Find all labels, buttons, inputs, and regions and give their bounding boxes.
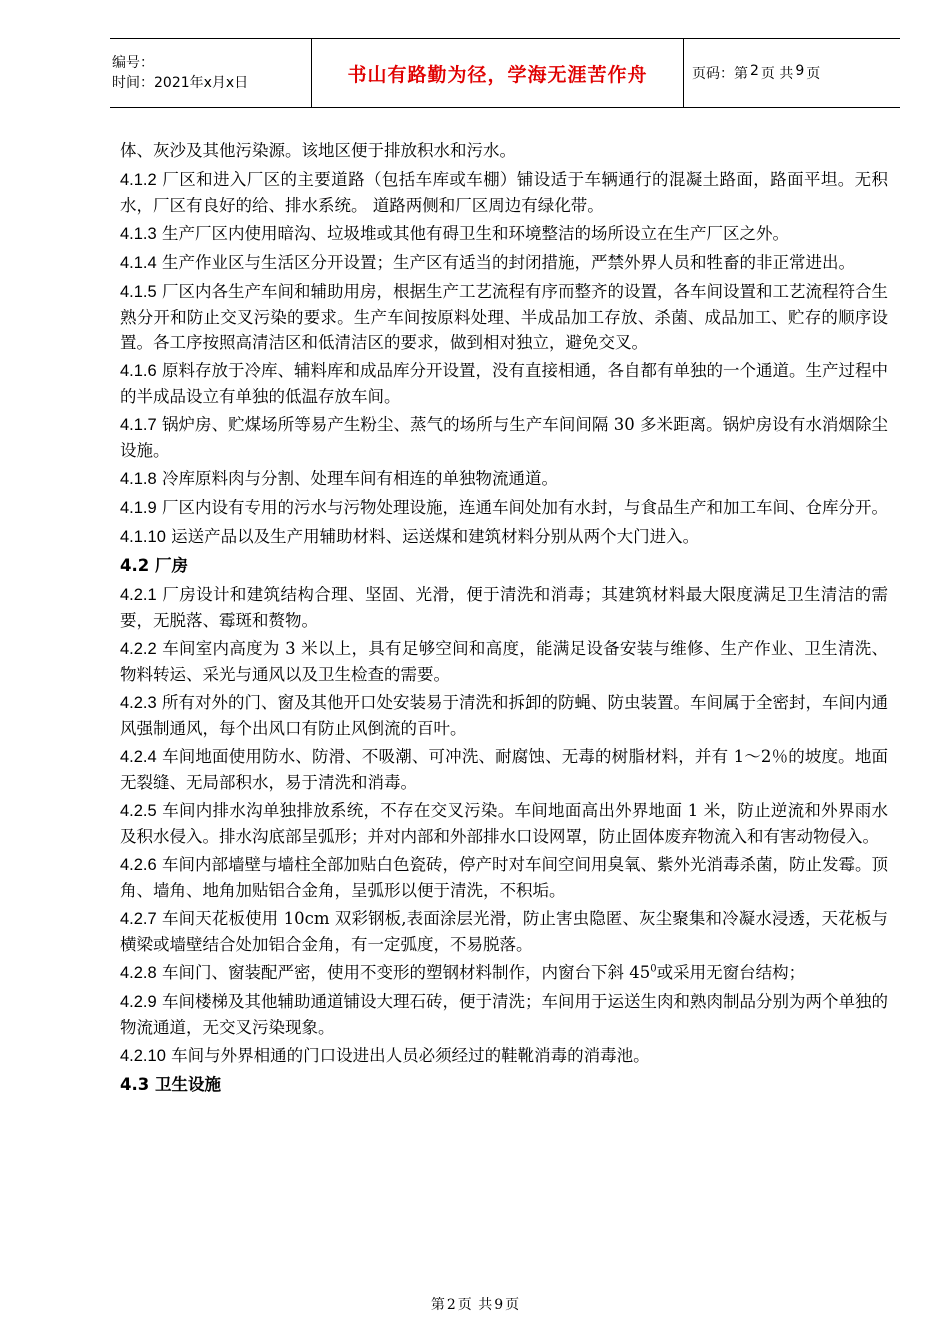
code-label: 编号： <box>112 55 154 71</box>
header-motto-cell <box>312 39 684 107</box>
header-meta <box>110 39 312 107</box>
paragraph: 4.1.10 运送产品以及生产用辅助材料、运送煤和建筑材料分别从两个大门进入。 <box>120 527 700 546</box>
paragraph: 4.2.1 厂房设计和建筑结构合理、坚固、光滑，便于清洗和消毒；其建筑材料最大限度满足卫生清洁的需要，无脱落、霉斑和赘物。 <box>120 585 888 630</box>
page-number: 2 <box>750 63 759 79</box>
page-total: 9 <box>795 63 805 79</box>
paragraph: 4.2.6 车间内部墙壁与墙柱全部加贴白色瓷砖，停产时对车间空间用臭氧、紫外光消毒杀菌，防止发霉。顶角、墙角、地角加贴铝合金角，呈弧形以便于清洗，不积垢。 <box>120 855 888 900</box>
section-heading-4-2: 4.2 厂房 <box>120 556 188 575</box>
page-mid: 页 共 <box>760 66 794 82</box>
paragraph: 4.2.10 车间与外界相通的门口设进出人员必须经过的鞋靴消毒的消毒池。 <box>120 1046 650 1065</box>
page-footer: 第 2 页 共 9 页 <box>430 1297 520 1313</box>
time-label: 时间：2021年x月x日 <box>112 75 249 91</box>
page-header <box>110 38 900 108</box>
paragraph: 4.1.6 原料存放于冷库、辅料库和成品库分开设置，没有直接相通，各自都有单独的一个通道。生产过程中的半成品设立有单独的低温存放车间。 <box>120 361 888 406</box>
page-end: 页 <box>806 66 821 82</box>
paragraph: 4.2.2 车间室内高度为 3 米以上，具有足够空间和高度，能满足设备安装与维修、生产作业、卫生清洗、物料转运、采光与通风以及卫生检查的需要。 <box>120 639 888 684</box>
paragraph: 4.1.8 冷库原料肉与分割、处理车间有相连的单独物流通道。 <box>120 469 558 488</box>
header-page-info <box>684 39 900 107</box>
paragraph: 4.1.9 厂区内设有专用的污水与污物处理设施，连通车间处加有水封，与食品生产和加工车间、仓库分开。 <box>120 498 888 517</box>
paragraph: 4.1.2 厂区和进入厂区的主要道路（包括车库或车棚）铺设适于车辆通行的混凝土路面，路面平坦。无积水，厂区有良好的给、排水系统。 道路两侧和厂区周边有绿化带。 <box>120 170 888 215</box>
paragraph: 4.1.7 锅炉房、贮煤场所等易产生粉尘、蒸气的场所与生产车间间隔 30 多米距离。锅炉房设有水消烟除尘设施。 <box>120 415 888 460</box>
paragraph: 4.2.4 车间地面使用防水、防滑、不吸潮、可冲洗、耐腐蚀、无毒的树脂材料，并有 1～2％的坡度。地面无裂缝、无局部积水，易于清洗和消毒。 <box>120 747 888 792</box>
paragraph: 4.2.9 车间楼梯及其他辅助通道铺设大理石砖，便于清洗；车间用于运送生肉和熟肉制品分别为两个单独的物流通道，无交叉污染现象。 <box>120 992 888 1037</box>
paragraph: 4.2.5 车间内排水沟单独排放系统，不存在交叉污染。车间地面高出外界地面 1 米，防止逆流和外界雨水及积水侵入。排水沟底部呈弧形；并对内部和外部排水口设网罩，防止固体废弃物流入和有害动物侵入。 <box>120 801 888 846</box>
paragraph: 4.2.7 车间天花板使用 10cm 双彩钢板,表面涂层光滑，防止害虫隐匿、灰尘聚集和冷凝水浸透，天花板与横梁或墙壁结合处加铝合金角，有一定弧度，不易脱落。 <box>120 909 888 954</box>
paragraph: 体、灰沙及其他污染源。该地区便于排放积水和污水。 <box>120 141 516 160</box>
page-label: 页码：第 <box>692 66 748 82</box>
paragraph-4-2-8: 4.2.8 车间门、窗装配严密，使用不变形的塑钢材料制作，内窗台下斜 $45^0$或采用无窗台结构； <box>120 963 806 982</box>
section-heading-4-3: 4.3 卫生设施 <box>120 1075 221 1094</box>
header-motto: 书山有路勤为径，学海无涯苦作舟 <box>347 63 648 86</box>
document-body <box>120 138 888 1101</box>
paragraph: 4.1.4 生产作业区与生活区分开设置；生产区有适当的封闭措施，严禁外界人员和牲畜的非正常进出。 <box>120 253 855 272</box>
paragraph: 4.1.3 生产厂区内使用暗沟、垃圾堆或其他有碍卫生和环境整洁的场所设立在生产厂区之外。 <box>120 224 789 243</box>
paragraph: 4.1.5 厂区内各生产车间和辅助用房，根据生产工艺流程有序而整齐的设置，各车间设置和工艺流程符合生熟分开和防止交叉污染的要求。生产车间按原料处理、半成品加工存放、杀菌、成品加工、贮存的顺序设置。各工序按照高清洁区和低清洁区的要求，做到相对独立，避免交叉。 <box>120 282 888 352</box>
paragraph: 4.2.3 所有对外的门、窗及其他开口处安装易于清洗和拆卸的防蝇、防虫装置。车间属于全密封，车间内通风强制通风，每个出风口有防止风倒流的百叶。 <box>120 693 888 738</box>
